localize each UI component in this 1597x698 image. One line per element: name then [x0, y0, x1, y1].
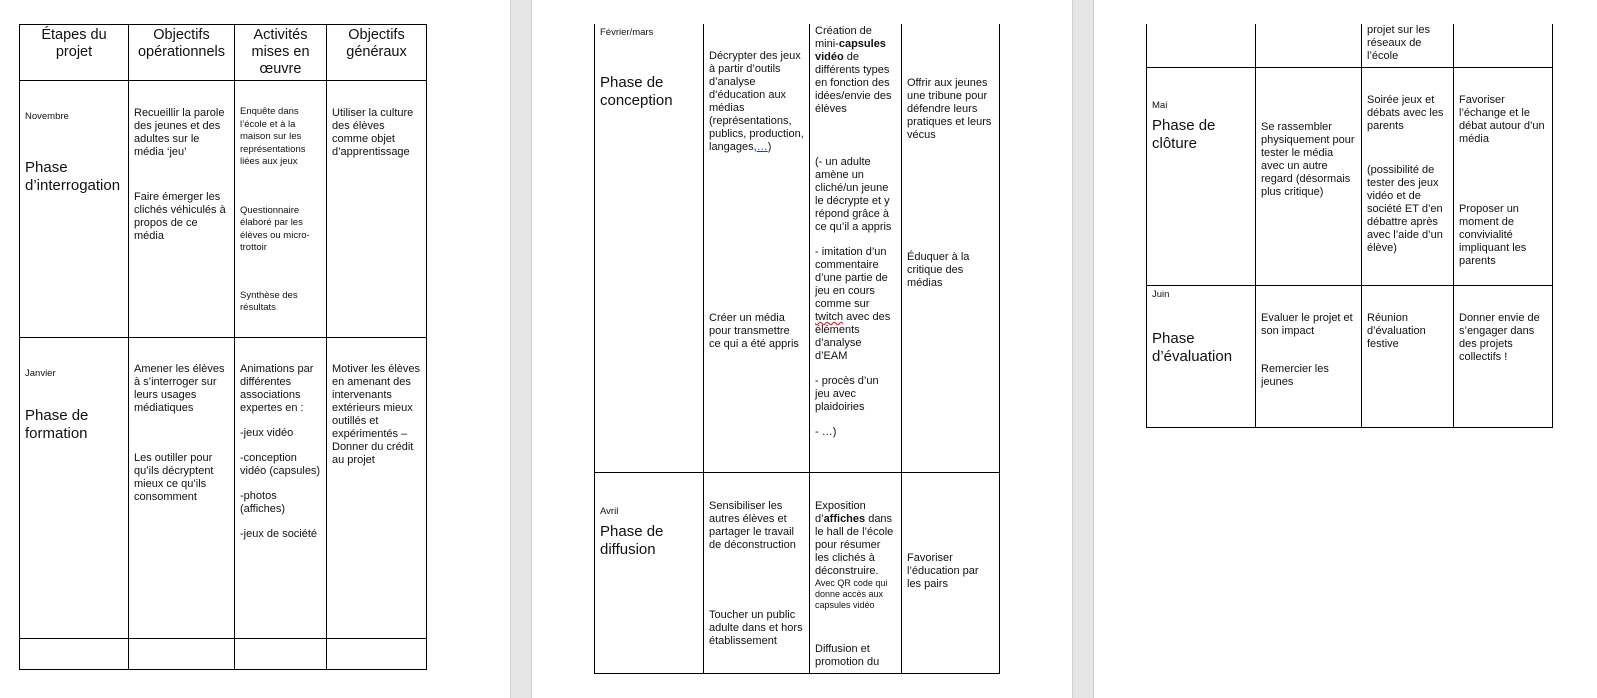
month-label: Novembre — [25, 111, 69, 122]
table-header-row — [20, 25, 427, 81]
general-cell — [327, 81, 427, 338]
header-activities: Activités mises en œuvre — [235, 25, 327, 81]
activity-text: Réunion d’évaluation festive — [1367, 312, 1426, 350]
activity-text: (- un adulte amène un cliché/un jeune le décrypte et y répond grâce à ce qu’il a appris — [815, 156, 892, 233]
activity-text: Diffusion et promotion du — [815, 642, 880, 668]
phase-label: Phase de clôture — [1152, 117, 1216, 152]
empty-cell — [1256, 24, 1362, 68]
phase-label: Phase d’évaluation — [1152, 330, 1233, 365]
operational-cell — [704, 24, 810, 472]
operational-text: Toucher un public adulte dans et hors établissement — [709, 608, 803, 647]
stage-cell — [20, 81, 129, 338]
phase-label: Phase de diffusion — [600, 522, 664, 558]
table-row-interrogation — [20, 81, 427, 338]
activity-text: - …) — [815, 426, 837, 438]
activity-text: Création de mini-capsules vidéo de différents types en fonction des idées/envie des élèves — [815, 25, 892, 115]
activity-text: Soirée jeux et débats avec les parents — [1367, 94, 1444, 132]
table-row-cloture — [1147, 68, 1553, 286]
empty-cell — [129, 639, 235, 670]
document-page-3 — [1094, 0, 1597, 698]
operational-text: Evaluer le projet et son impact — [1261, 312, 1353, 337]
table-row-evaluation — [1147, 286, 1553, 428]
operational-text: Amener les élèves à s’interroger sur leurs usages médiatiques — [134, 363, 225, 414]
general-cell — [1454, 68, 1553, 286]
activities-cell — [810, 472, 902, 673]
operational-cell — [1256, 68, 1362, 286]
general-cell — [902, 24, 1000, 472]
general-text: Motiver les élèves en amenant des intervenants extérieurs mieux outillés et expérimentés – Donner du crédit au projet — [332, 363, 421, 466]
activity-text: (possibilité de tester des jeux vidéo et de société ET d’en débattre après avec l’aide d’un élève) — [1367, 164, 1443, 254]
activity-text: -jeux vidéo — [240, 427, 294, 439]
general-text: Utiliser la culture des élèves comme objet d’apprentissage — [332, 107, 414, 158]
empty-cell — [1147, 24, 1256, 68]
month-label: Février/mars — [600, 27, 654, 38]
general-cell — [1454, 286, 1553, 428]
general-text: Donner envie de s’engager dans des projets collectifs ! — [1459, 312, 1540, 363]
phase-label: Phase de conception — [600, 74, 673, 109]
general-text: Favoriser l’échange et le débat autour d’un média — [1459, 94, 1545, 145]
stage-cell — [20, 338, 129, 639]
document-page-2 — [532, 0, 1072, 698]
phase-label: Phase de formation — [25, 407, 89, 442]
empty-cell — [1454, 24, 1553, 68]
operational-text: Se rassembler physiquement pour tester le média avec un autre regard (désormais plus critique) — [1261, 121, 1355, 198]
general-text: Proposer un moment de convivialité impliquant les parents — [1459, 203, 1527, 267]
activities-cell — [1362, 286, 1454, 428]
activities-cell — [1362, 24, 1454, 68]
month-label: Janvier — [25, 368, 56, 379]
activities-cell — [235, 81, 327, 338]
general-text: Offrir aux jeunes une tribune pour défendre leurs pratiques et leurs vécus — [907, 77, 992, 141]
table-row-diffusion-continued — [1147, 24, 1553, 68]
activity-text: Questionnaire élaboré par les élèves ou micro-trottoir — [240, 204, 310, 253]
header-stage: Étapes du projet — [20, 25, 129, 81]
operational-text: Sensibiliser les autres élèves et partager le travail de déconstruction — [709, 499, 796, 551]
operational-text: Créer un média pour transmettre ce qui a été appris — [709, 312, 799, 350]
month-label: Mai — [1152, 100, 1168, 111]
general-text: Éduquer à la critique des médias — [907, 251, 970, 289]
operational-text: Faire émerger les clichés véhiculés à propos de ce média — [134, 191, 226, 242]
table-row-formation — [20, 338, 427, 639]
operational-cell — [129, 81, 235, 338]
stage-cell — [595, 472, 704, 673]
general-cell — [902, 472, 1000, 673]
operational-cell — [704, 472, 810, 673]
stage-cell — [1147, 68, 1256, 286]
general-text: Favoriser l’éducation par les pairs — [907, 551, 979, 590]
page-gutter — [1072, 0, 1094, 698]
activity-text: - procès d’un jeu avec plaidoiries — [815, 375, 879, 413]
empty-cell — [327, 639, 427, 670]
activities-cell — [235, 338, 327, 639]
operational-cell — [129, 338, 235, 639]
document-page-1 — [0, 0, 510, 698]
empty-cell — [20, 639, 129, 670]
operational-text: Les outiller pour qu’ils décryptent mieux ce qu’ils consomment — [134, 452, 214, 503]
operational-text: Recueillir la parole des jeunes et des adultes sur le média ‘jeu’ — [134, 107, 225, 158]
empty-cell — [235, 639, 327, 670]
project-table-page-2 — [594, 24, 1000, 674]
stage-cell — [1147, 286, 1256, 428]
activities-cell — [1362, 68, 1454, 286]
project-table-page-1 — [19, 24, 427, 670]
header-general-objectives: Objectifs généraux — [327, 25, 427, 81]
activity-text: - imitation d’un commentaire d’une partie de jeu en cours comme sur twitch avec des éléments d’analyse d’EAM — [815, 246, 891, 362]
activity-text: -photos (affiches) — [240, 490, 286, 515]
general-cell — [327, 338, 427, 639]
month-label: Juin — [1152, 289, 1170, 300]
operational-cell — [1256, 286, 1362, 428]
activities-cell — [810, 24, 902, 472]
activity-text: -conception vidéo (capsules) — [240, 452, 321, 477]
activity-text: Synthèse des résultats — [240, 289, 298, 313]
table-row-empty — [20, 639, 427, 670]
month-label: Avril — [600, 505, 619, 517]
activity-text: projet sur les réseaux de l’école — [1367, 24, 1430, 62]
operational-text: Remercier les jeunes — [1261, 363, 1329, 388]
project-table-page-3 — [1146, 24, 1553, 428]
activity-text: Enquête dans l’école et à la maison sur les représentations liées aux jeux — [240, 106, 306, 167]
activity-small-text: Avec QR code qui donne accès aux capsules vidéo — [815, 577, 888, 610]
operational-text: Décrypter des jeux à partir d’outils d’analyse d’éducation aux médias (représentations, publics, production, langages,…) — [709, 50, 804, 153]
page-gutter — [510, 0, 532, 698]
header-operational-objectives: Objectifs opérationnels — [129, 25, 235, 81]
activity-text: Exposition d’affiches dans le hall de l’école pour résumer les clichés à déconstruire. — [815, 499, 894, 577]
phase-label: Phase d’interrogation — [25, 159, 121, 194]
table-row-diffusion — [595, 472, 1000, 673]
activity-text: -jeux de société — [240, 528, 318, 540]
table-row-conception — [595, 24, 1000, 472]
activity-text: Animations par différentes associations expertes en : — [240, 363, 314, 414]
stage-cell — [595, 24, 704, 472]
